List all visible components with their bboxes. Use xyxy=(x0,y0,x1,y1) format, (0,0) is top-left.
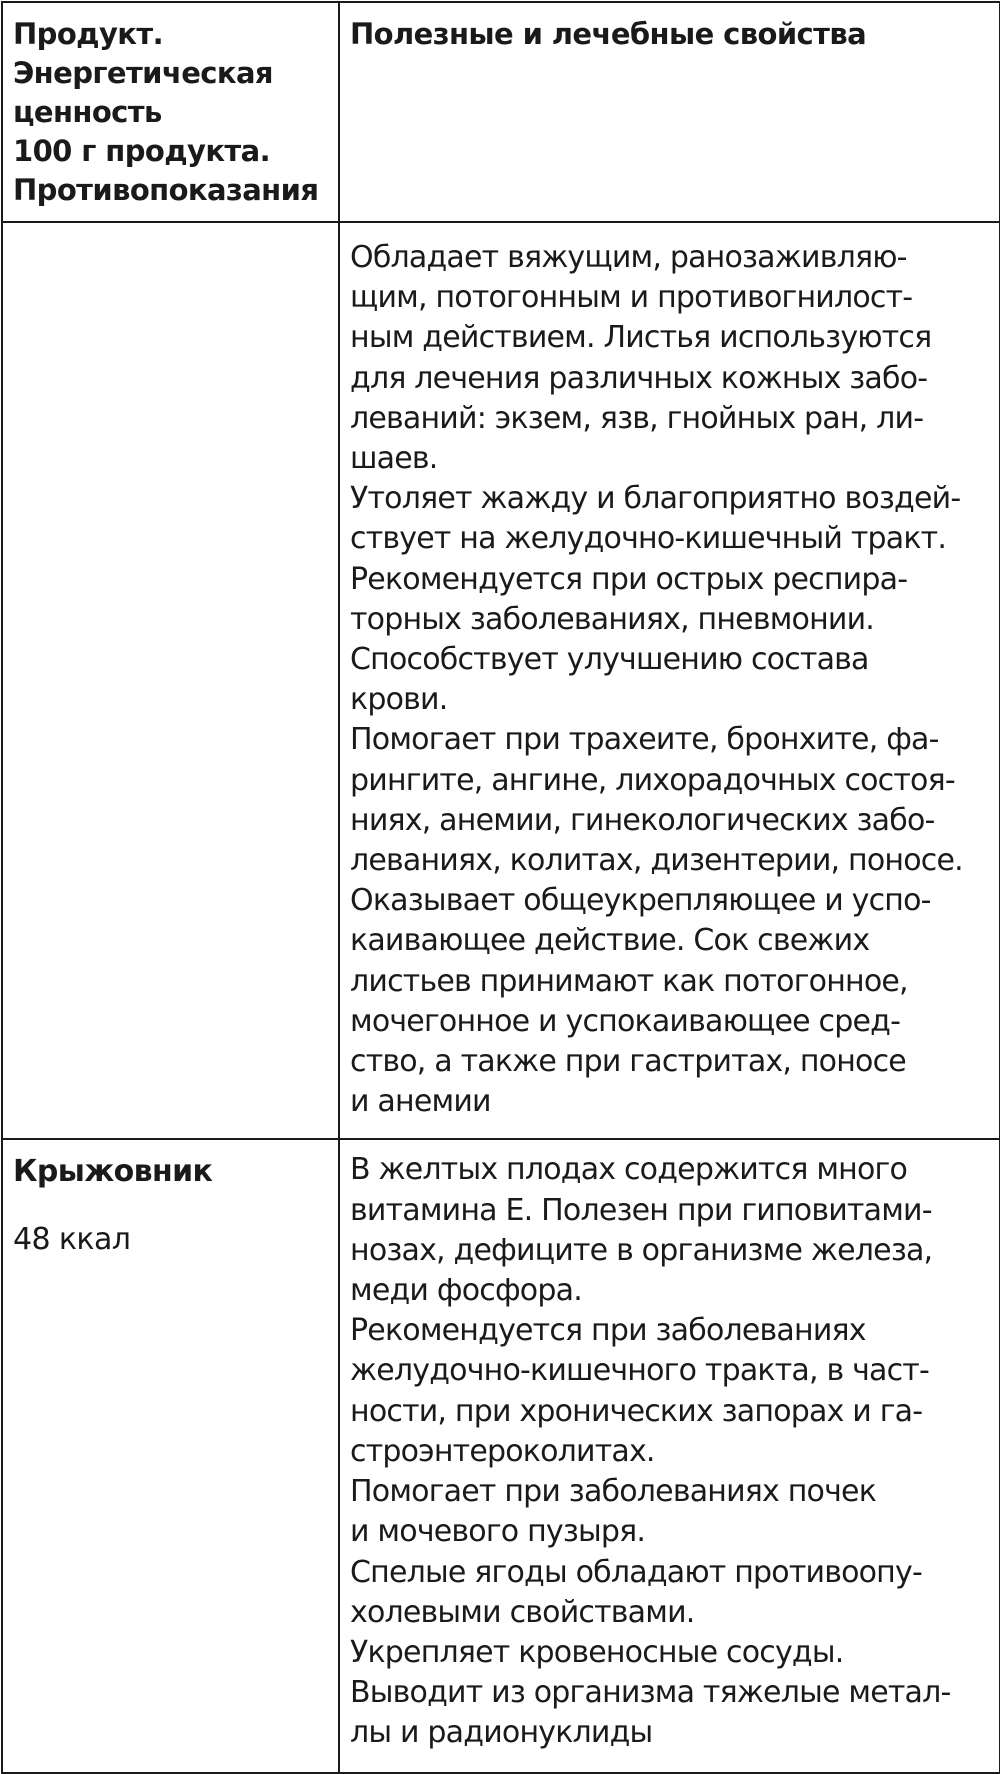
text-line: ным действием. Листья используются xyxy=(350,320,932,356)
text-line: Укрепляет кровеносные сосуды. xyxy=(350,1634,844,1670)
text-line: леваниях, колитах, дизентерии, поносе. xyxy=(350,843,963,879)
text-line: Обладает вяжущим, ранозаживляю- xyxy=(350,240,907,275)
text-line: леваний: экзем, язв, гнойных ран, ли- xyxy=(350,400,924,436)
text-line: крови. xyxy=(350,682,448,718)
text-line: мочегонное и успокаивающее сред- xyxy=(350,1003,901,1039)
product-cell xyxy=(2,1139,339,1772)
text-line: Способствует улучшению состава xyxy=(350,642,869,678)
text-line: щим, потогонным и противогнилост- xyxy=(350,280,913,316)
text-line: Спелые ягоды обладают противоопу- xyxy=(350,1554,922,1590)
header-properties-label: Полезные и лечебные свойства xyxy=(350,17,867,51)
text-line: Рекомендуется при острых респира- xyxy=(350,561,908,597)
text-line: В желтых плодах содержится много xyxy=(350,1152,908,1188)
table-header-row xyxy=(2,2,1000,222)
properties-text xyxy=(340,1140,999,1771)
text-line: и анемии xyxy=(350,1084,491,1120)
header-product-label: Продукт. Энергетическая ценность 100 г продукта. Противопоказания xyxy=(13,17,319,207)
product-name: Крыжовник xyxy=(13,1154,213,1190)
text-line: лы и радионуклиды xyxy=(350,1715,653,1751)
table-row xyxy=(2,1139,1000,1772)
product-cell xyxy=(2,222,339,1139)
text-line: Выводит из организма тяжелые метал- xyxy=(350,1675,951,1711)
text-line: Утоляет жажду и благоприятно воздей- xyxy=(350,481,961,517)
text-line: ствует на желудочно-кишечный тракт. xyxy=(350,521,947,557)
header-cell-product xyxy=(2,2,339,222)
text-line: листьев принимают как потогонное, xyxy=(350,963,908,999)
text-line: желудочно-кишечного тракта, в част- xyxy=(350,1353,929,1389)
text-line: шаев. xyxy=(350,441,438,477)
text-line: каивающее действие. Сок свежих xyxy=(350,923,870,959)
properties-text xyxy=(340,223,999,1138)
text-line: ности, при хронических запорах и га- xyxy=(350,1393,923,1429)
text-line: и мочевого пузыря. xyxy=(350,1514,646,1550)
properties-table xyxy=(1,1,1000,1774)
text-line: холевыми свойствами. xyxy=(350,1594,695,1630)
text-line: меди фосфора. xyxy=(350,1273,582,1309)
text-line: строэнтероколитах. xyxy=(350,1433,655,1469)
properties-cell xyxy=(339,1139,1000,1772)
text-line: рингите, ангине, лихорадочных состоя- xyxy=(350,762,955,798)
text-line: для лечения различных кожных забо- xyxy=(350,360,928,396)
text-line: витамина Е. Полезен при гиповитами- xyxy=(350,1192,932,1228)
properties-cell xyxy=(339,222,1000,1139)
table-row xyxy=(2,222,1000,1139)
text-line: Помогает при трахеите, бронхите, фа- xyxy=(350,722,939,758)
text-line: Рекомендуется при заболеваниях xyxy=(350,1313,866,1349)
text-line: ство, а также при гастритах, поносе xyxy=(350,1044,906,1080)
product-kcal: 48 ккал xyxy=(13,1222,131,1258)
text-line: Оказывает общеукрепляющее и успо- xyxy=(350,883,931,919)
text-line: Помогает при заболеваниях почек xyxy=(350,1474,877,1510)
text-line: ниях, анемии, гинекологических забо- xyxy=(350,802,935,838)
header-cell-properties xyxy=(339,2,1000,222)
text-line: торных заболеваниях, пневмонии. xyxy=(350,601,875,637)
text-line: нозах, дефиците в организме железа, xyxy=(350,1232,933,1268)
